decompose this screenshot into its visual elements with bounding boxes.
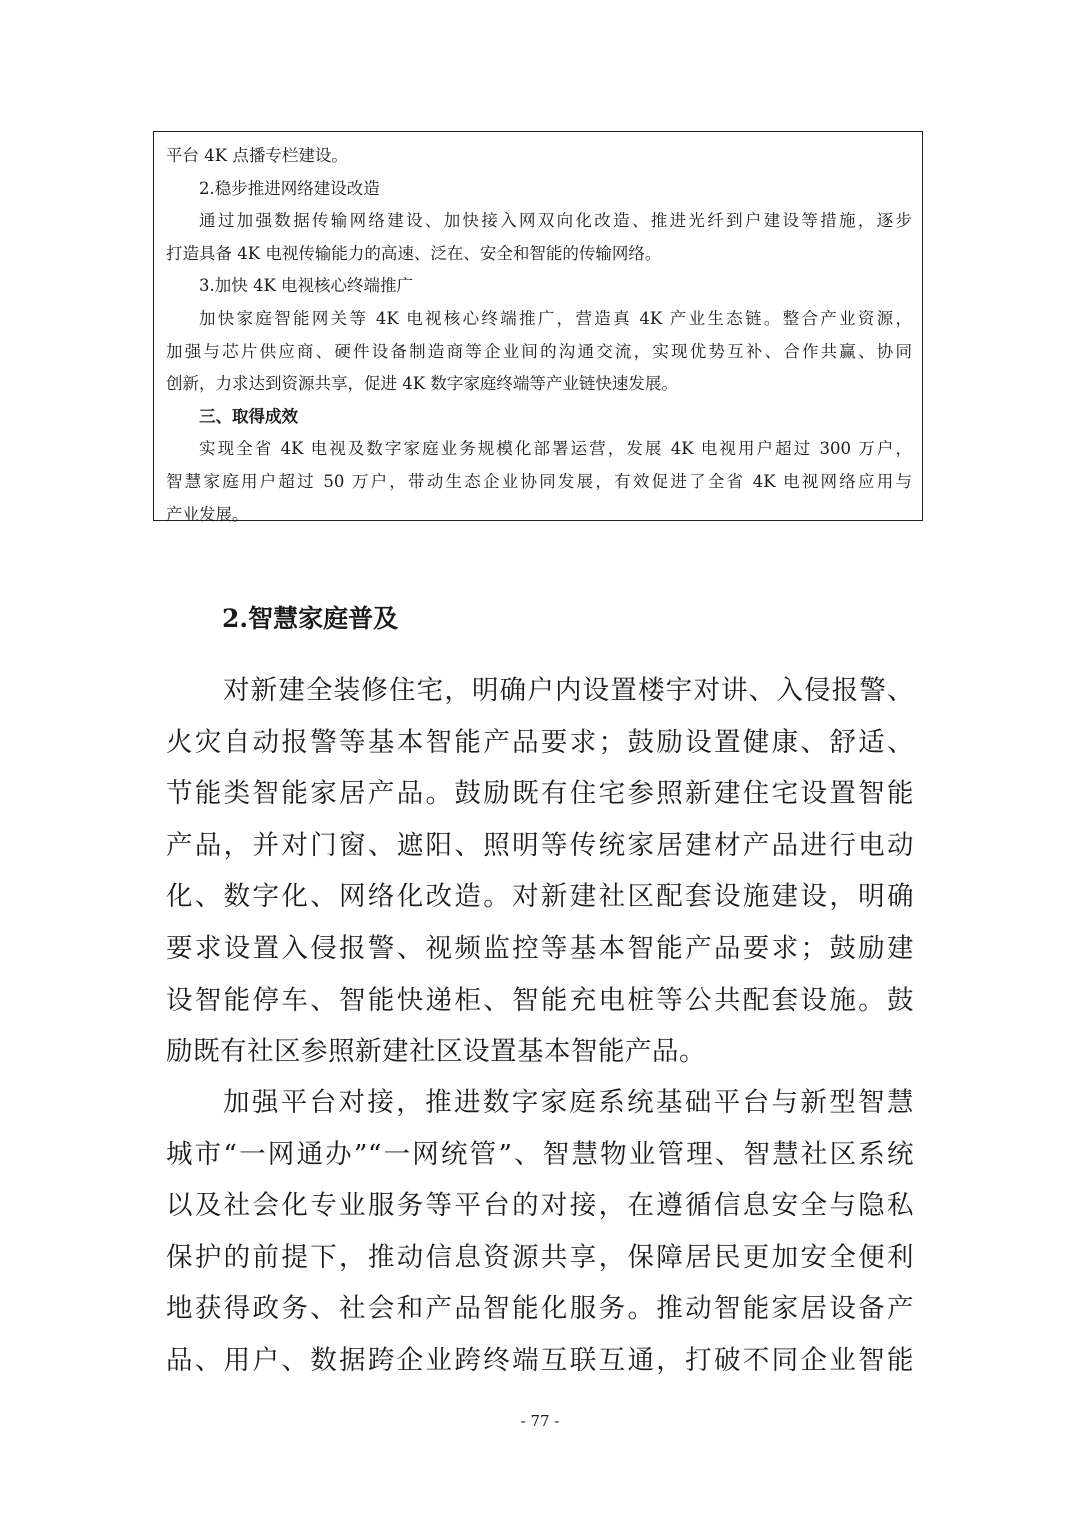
case-study-box: [153, 131, 923, 524]
box-paragraph-line: 创新，力求达到资源共享，促进 4K 数字家庭终端等产业链快速发展。: [166, 374, 678, 394]
box-paragraph-line: 通过加强数据传输网络建设、加快接入网双向化改造、推进光纤到户建设等措施，逐步: [199, 211, 912, 231]
box-subheading-network: 2.稳步推进网络建设改造: [199, 178, 380, 198]
box-subheading-results: 三、取得成效: [199, 406, 298, 426]
body-line: 以及社会化专业服务等平台的对接，在遵循信息安全与隐私: [166, 1190, 914, 1222]
body-line: 节能类智能家居产品。鼓励既有住宅参照新建住宅设置智能: [166, 778, 914, 810]
body-line: 地获得政务、社会和产品智能化服务。推动智能家居设备产: [166, 1293, 914, 1325]
body-line: 对新建全装修住宅，明确户内设置楼宇对讲、入侵报警、: [223, 675, 914, 706]
box-paragraph-line: 智慧家庭用户超过 50 万户，带动生态企业协同发展，有效促进了全省 4K 电视网络应用与: [166, 471, 912, 491]
body-line: 设智能停车、智能快递柜、智能充电桩等公共配套设施。鼓: [166, 984, 914, 1016]
body-paragraph-1: [166, 665, 914, 1078]
body-line: 产品，并对门窗、遮阳、照明等传统家居建材产品进行电动: [166, 829, 914, 861]
body-line: 保护的前提下，推动信息资源共享，保障居民更加安全便利: [166, 1241, 914, 1273]
box-line-continuation: 平台 4K 点播专栏建设。: [166, 146, 348, 165]
body-line: 要求设置入侵报警、视频监控等基本智能产品要求；鼓励建: [166, 932, 914, 964]
section-heading: 2.智慧家庭普及: [222, 604, 399, 633]
body-line: 励既有社区参照新建社区设置基本智能产品。: [166, 1036, 706, 1068]
body-line: 化、数字化、网络化改造。对新建社区配套设施建设，明确: [166, 881, 914, 913]
box-paragraph-line: 加强与芯片供应商、硬件设备制造商等企业间的沟通交流，实现优势互补、合作共赢、协同: [166, 341, 912, 361]
box-paragraph-line: 产业发展。: [166, 504, 249, 524]
box-subheading-terminal: 3.加快 4K 电视核心终端推广: [199, 276, 414, 296]
box-paragraph-line: 打造具备 4K 电视传输能力的高速、泛在、安全和智能的传输网络。: [166, 243, 662, 263]
body-paragraph-2: [166, 1077, 914, 1387]
body-line: 城市“一网通办”“一网统管”、智慧物业管理、智慧社区系统: [166, 1138, 914, 1170]
page-number: - 77 -: [520, 1412, 560, 1430]
box-paragraph-line: 实现全省 4K 电视及数字家庭业务规模化部署运营，发展 4K 电视用户超过 300 万户，: [199, 439, 912, 459]
body-line: 品、用户、数据跨企业跨终端互联互通，打破不同企业智能: [166, 1344, 914, 1376]
body-line: 加强平台对接，推进数字家庭系统基础平台与新型智慧: [223, 1087, 914, 1118]
box-paragraph-line: 加快家庭智能网关等 4K 电视核心终端推广，营造真 4K 产业生态链。整合产业资源，: [199, 308, 912, 328]
body-line: 火灾自动报警等基本智能产品要求；鼓励设置健康、舒适、: [166, 726, 914, 758]
